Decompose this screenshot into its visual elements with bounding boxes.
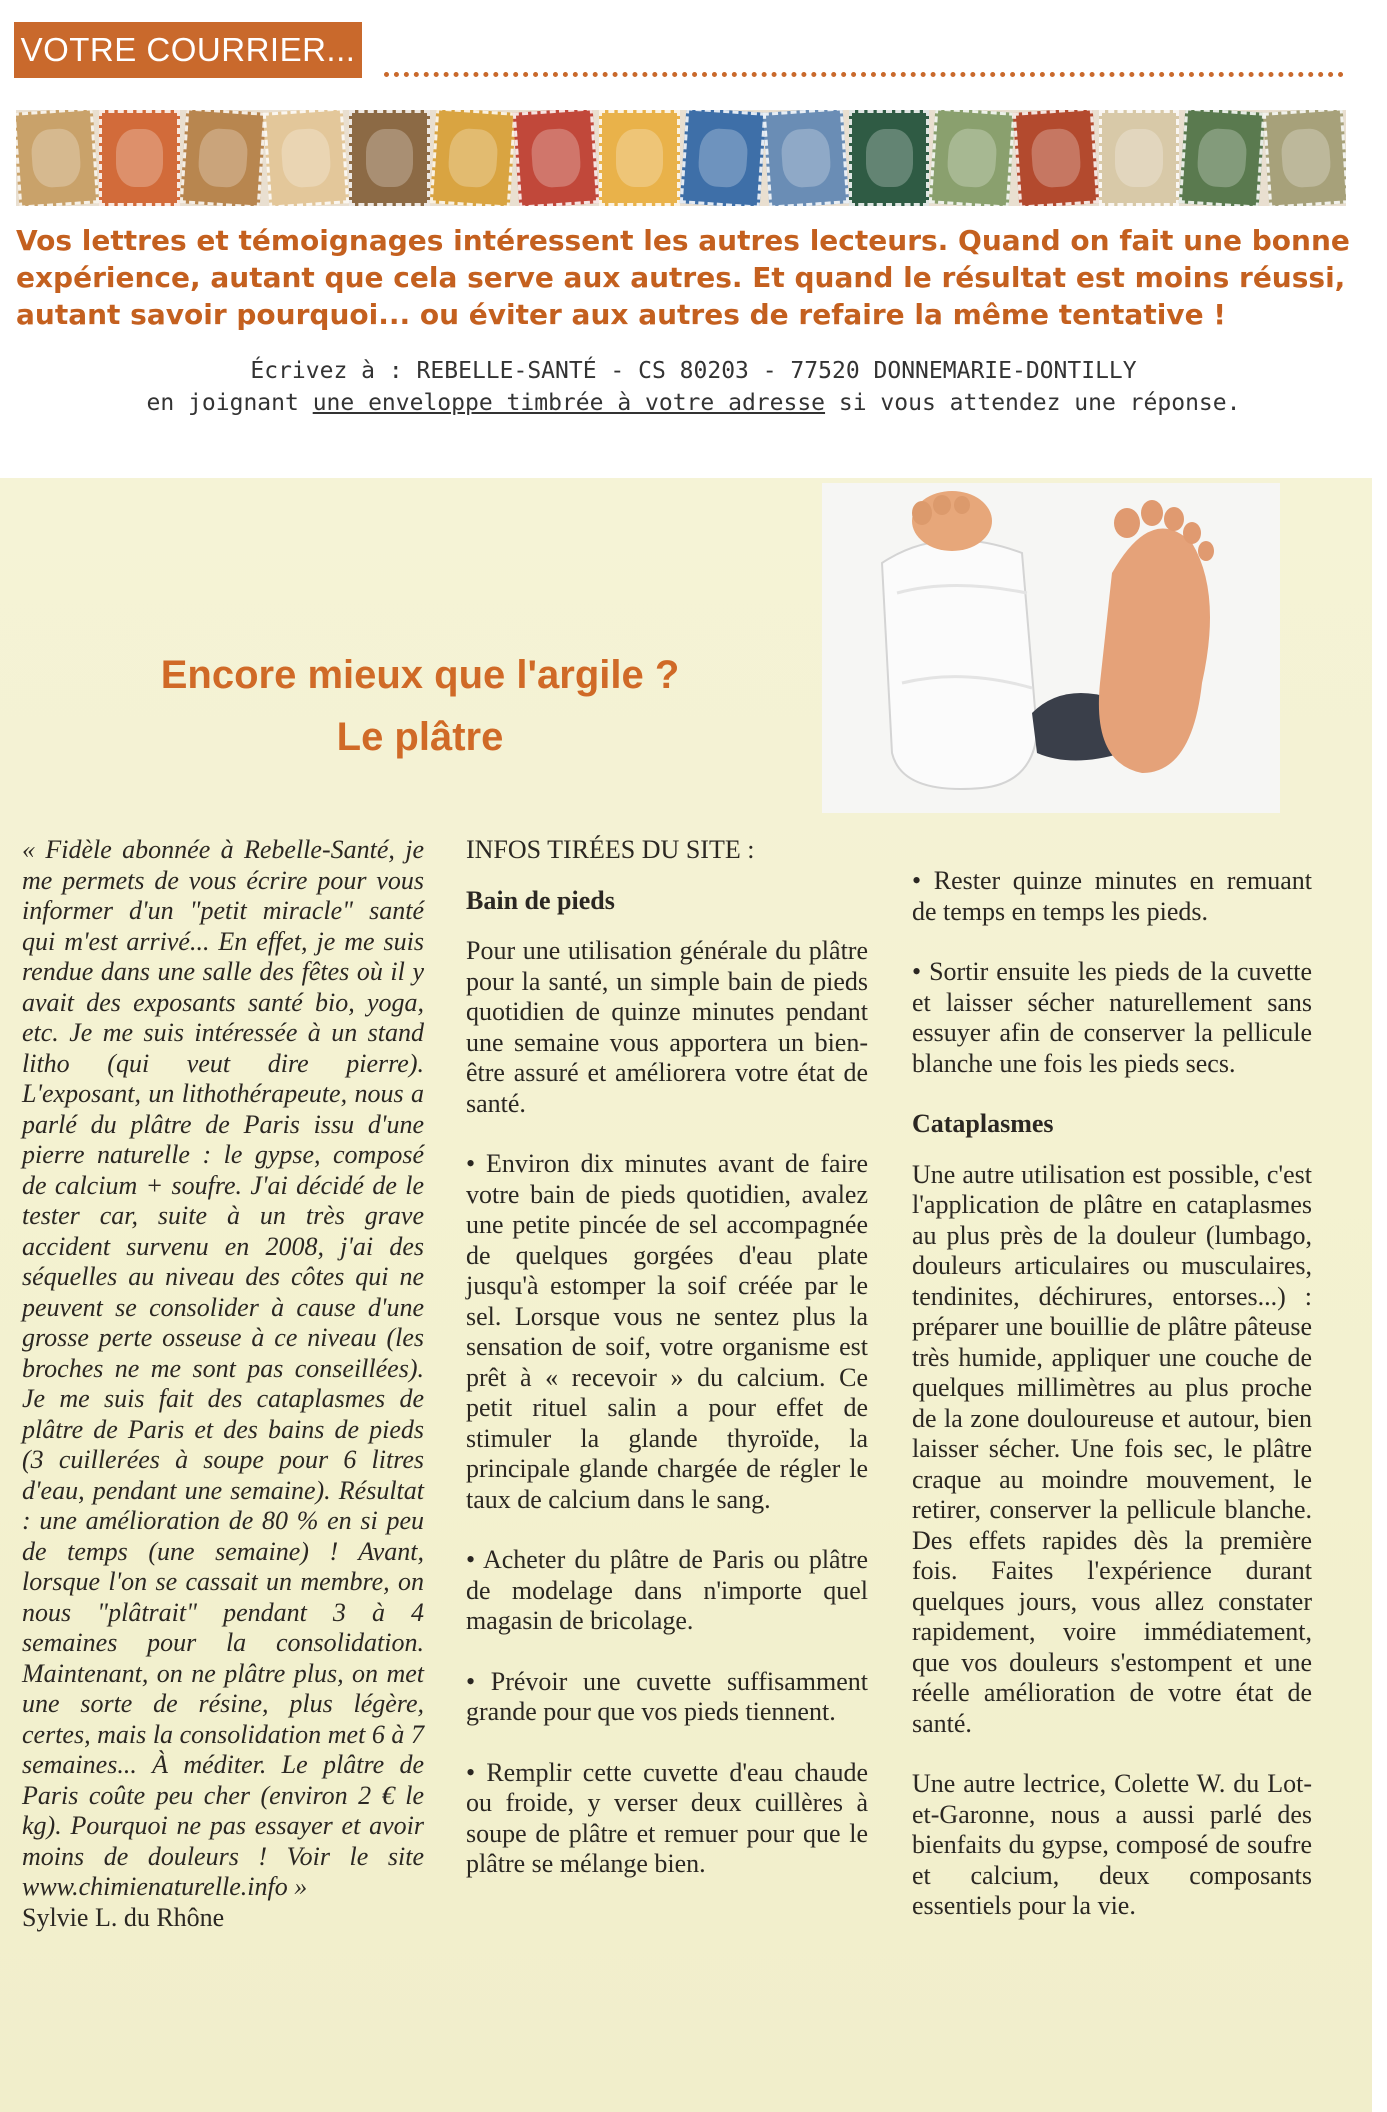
postage-stamp [179,110,266,206]
article-title [120,644,720,768]
bullet-buy-plaster: • Acheter du plâtre de Paris ou plâtre de modelage dans n'importe quel magasin de bricolage. [466,1545,868,1635]
bullet-fill-basin: • Remplir cette cuvette d'eau chaude ou froide, y verser deux cuillères à soupe de plâtre et remuer pour que le plâtre se mélange bien. [466,1757,868,1878]
poultice-column [912,866,1312,1952]
bullet-basin: • Prévoir une cuvette suffisamment grande pour que vos pieds tiennent. [466,1666,868,1726]
section-tag: VOTRE COURRIER... [14,22,362,78]
article-title-line-1: Encore mieux que l'argile ? [160,653,680,697]
postage-stamp [513,110,600,206]
postage-stamp [1099,110,1179,206]
letter-signature: Sylvie L. du Rhône [22,1902,225,1932]
postage-stamp [929,110,1016,206]
bullet-stay: • Rester quinze minutes en remuant de temps en temps les pieds. [912,866,1312,926]
poultice-text: Une autre utilisation est possible, c'est l'application de plâtre en cataplasmes au plus près de la douleur (lumbago, douleurs articulaires ou musculaires, tendinites, déchirures, entorses...) : préparer une bouillie de plâtre pâteuse très humide, appliquer une couche de quelques millimètres au plus proche de la zone douloureuse et autour, bien laisser sécher. Une fois sec, le plâtre craque au moindre mouvement, le retirer, conserver la pellicule blanche. Des effets rapides dès la première fois. Faites l'expérience durant quelques jours, vous allez constater rapidement, voire immédiatement, que vos douleurs s'estompent et une réelle amélioration de votre état de santé. [912,1159,1312,1738]
foot-bath-column [466,835,868,1910]
envelope-note-suffix: si vous attendez une réponse. [825,390,1241,416]
mailing-address: Écrivez à : REBELLE-SANTÉ - CS 80203 - 77520 DONNEMARIE-DONTILLY [250,358,1137,384]
postage-stamp [763,110,850,206]
foot-bath-intro: Pour une utilisation générale du plâtre pour la santé, un simple bain de pieds quotidien de quinze minutes pendant une semaine vous apportera un bien-être assuré et améliorera votre état de santé. [466,936,868,1118]
postage-stamp [849,110,929,206]
stamp-collage-banner [16,110,1346,206]
bullet-dry: • Sortir ensuite les pieds de la cuvette et laisser sécher naturellement sans essuyer afin de conserver la pellicule blanche une fois les pieds secs. [912,957,1312,1078]
reader-letter-column [22,835,424,1933]
postage-stamp [429,110,516,206]
postage-stamp [16,110,100,206]
poultice-heading: Cataplasmes [912,1109,1054,1138]
intro-text [16,222,1356,333]
postage-stamp [1262,110,1346,206]
postage-stamp [599,110,679,206]
envelope-note-prefix: en joignant [146,390,313,416]
closing-note: Une autre lectrice, Colette W. du Lot-et-Garonne, nous a aussi parlé des bienfaits du gypse, composé de soufre et calcium, deux composants essentiels pour la vie. [912,1769,1312,1920]
bullet-salt: • Environ dix minutes avant de faire votre bain de pieds quotidien, avalez une petite pincée de sel accompagnée de quelques gorgées d'eau plate jusqu'à estomper la soif créée par le sel. Lorsque vous ne sentez plus la sensation de soif, votre organisme est prêt à « recevoir » du calcium. Ce petit rituel salin a pour effet de stimuler la glande thyroïde, la principale glande chargée de régler le taux de calcium dans le sang. [466,1149,868,1514]
postage-stamp [99,110,179,206]
foot-bath-heading: Bain de pieds [466,885,615,915]
envelope-note-underlined: une enveloppe timbrée à votre adresse [312,390,826,416]
reader-letter: « Fidèle abonnée à Rebelle-Santé, je me permets de vous écrire pour vous informer d'un "petit miracle" santé qui m'est arrivé... En effet, je me suis rendue dans une salle des fêtes où il y avait des exposants santé bio, yoga, etc. Je me suis intéressée à un stand litho (qui veut dire pierre). L'exposant, un lithothérapeute, nous a parlé du plâtre de Paris issu d'une pierre naturelle : le gypse, composé de calcium + soufre. J'ai décidé de le tester car, suite à un très grave accident survenu en 2008, j'ai des séquelles au niveau des côtes qui ne peuvent se consolider à cause d'une grosse perte osseuse à ce niveau (les broches ne me sont pas conseillées). Je me suis fait des cataplasmes de plâtre de Paris et des bains de pieds (3 cuillerées à soupe pour 6 litres d'eau, pendant une semaine). Résultat : une amélioration de 80 % en si peu de temps (une semaine) ! Avant, lorsque l'on se cassait un membre, on nous "plâtrait" pendant 3 à 4 semaines pour la consolidation. Maintenant, on ne plâtre plus, on met une sorte de résine, plus légère, certes, mais la consolidation met 6 à 7 semaines... À méditer. Le plâtre de Paris coûte peu cher (environ 2 € le kg). Pourquoi ne pas essayer et avoir moins de douleurs ! Voir le site www.chimienaturelle.info » [22,835,424,1901]
postage-stamp [1179,110,1266,206]
dotted-divider [384,72,1344,77]
feet-illustration [822,483,1280,813]
postage-stamp [679,110,766,206]
infos-heading: INFOS TIRÉES DU SITE : [466,835,755,864]
intro-paragraph: Vos lettres et témoignages intéressent les autres lecteurs. Quand on fait une bonne expérience, autant que cela serve aux autres. Et quand le résultat est moins réussi, autant savoir pourquoi... ou éviter aux autres de refaire la même tentative ! [16,224,1350,331]
envelope-note [0,390,1387,416]
postage-stamp [1012,110,1099,206]
postage-stamp [263,110,350,206]
postage-stamp [349,110,429,206]
article-title-line-2: Le plâtre [336,715,504,759]
plaster-cast-feet-photo [822,483,1280,813]
